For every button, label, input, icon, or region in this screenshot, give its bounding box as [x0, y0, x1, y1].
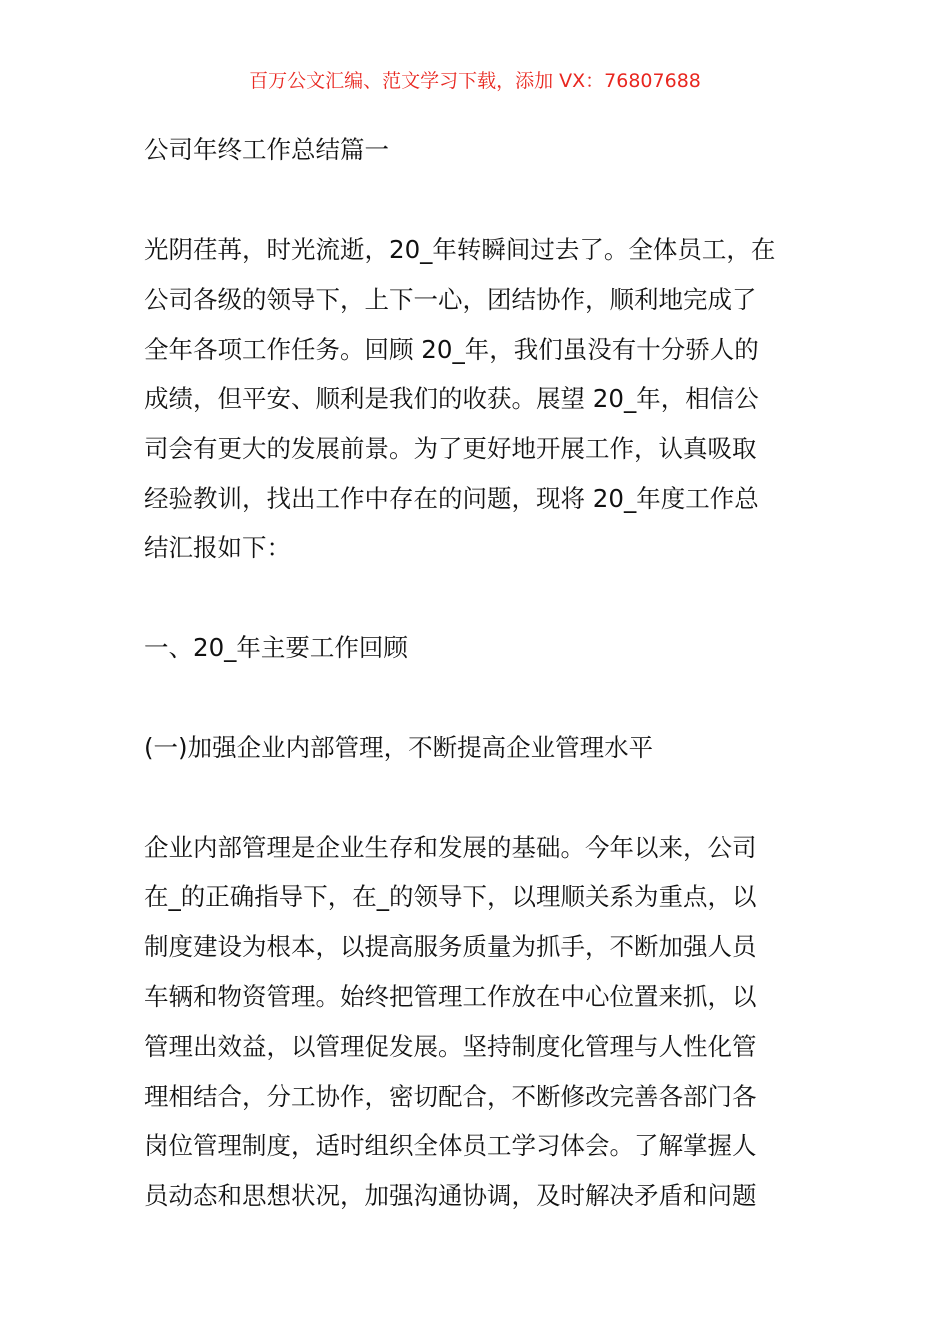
paragraph-1-line: 司会有更大的发展前景。为了更好地开展工作，认真吸取 — [144, 434, 757, 463]
paragraph-1-line: 经验教训，找出工作中存在的问题，现将 20_年度工作总 — [144, 484, 759, 513]
paragraph-2-line: 理相结合，分工协作，密切配合，不断修改完善各部门各 — [144, 1082, 757, 1111]
section-heading: 一、20_年主要工作回顾 — [144, 633, 408, 662]
paragraph-2-line: 在_的正确指导下，在_的领导下，以理顺关系为重点，以 — [144, 882, 757, 911]
watermark-header: 百万公文汇编、范文学习下载，添加 VX：76807688 — [249, 70, 701, 92]
subsection-heading: (一)加强企业内部管理，不断提高企业管理水平 — [144, 733, 654, 762]
document-title: 公司年终工作总结篇一 — [144, 135, 389, 164]
paragraph-1-line: 结汇报如下： — [144, 533, 291, 562]
paragraph-1-line: 光阴荏苒，时光流逝，20_年转瞬间过去了。全体员工，在 — [144, 235, 776, 264]
paragraph-1-line: 全年各项工作任务。回顾 20_年，我们虽没有十分骄人的 — [144, 335, 759, 364]
paragraph-1-line: 成绩，但平安、顺利是我们的收获。展望 20_年，相信公 — [144, 384, 759, 413]
paragraph-1-line: 公司各级的领导下，上下一心，团结协作，顺利地完成了 — [144, 285, 757, 314]
paragraph-2-line: 车辆和物资管理。始终把管理工作放在中心位置来抓，以 — [144, 982, 757, 1011]
paragraph-2-line: 企业内部管理是企业生存和发展的基础。今年以来，公司 — [144, 833, 757, 862]
paragraph-2-line: 员动态和思想状况，加强沟通协调，及时解决矛盾和问题 — [144, 1181, 757, 1210]
paragraph-2-line: 岗位管理制度，适时组织全体员工学习体会。了解掌握人 — [144, 1131, 757, 1160]
paragraph-2-line: 制度建设为根本，以提高服务质量为抓手，不断加强人员 — [144, 932, 757, 961]
paragraph-2-line: 管理出效益，以管理促发展。坚持制度化管理与人性化管 — [144, 1032, 757, 1061]
